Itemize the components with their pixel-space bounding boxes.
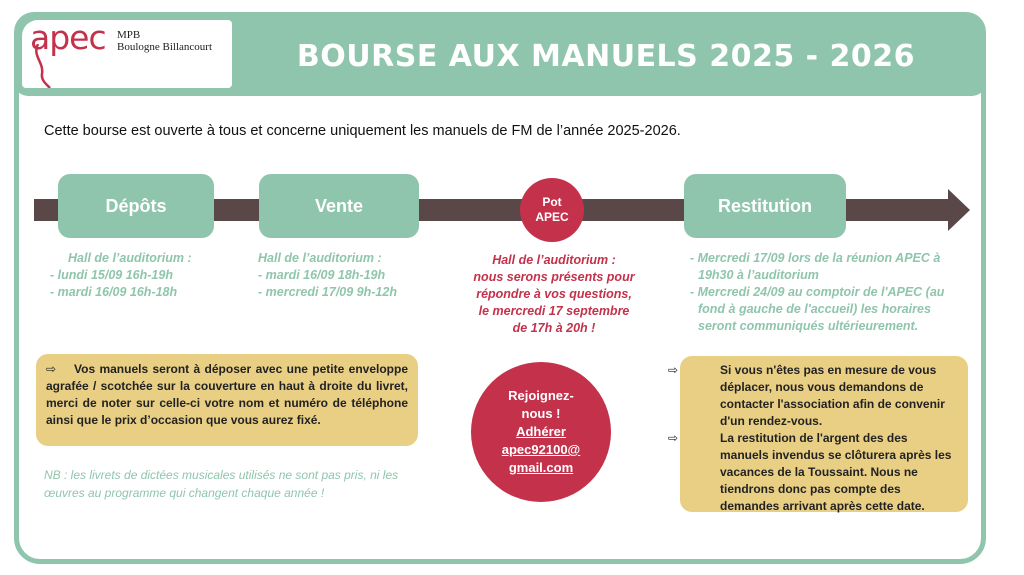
- logo-brand: apec: [30, 18, 106, 57]
- email-link[interactable]: apec92100@: [501, 442, 581, 457]
- depots-info: Hall de l’auditorium : - lundi 15/09 16h-19h - mardi 16/09 16h-18h: [50, 251, 192, 299]
- intro-text: Cette bourse est ouverte à tous et concerne uniquement les manuels de FM de l’année 2025-2026.: [44, 123, 681, 139]
- email-link-domain[interactable]: gmail.com: [508, 460, 574, 475]
- list-item: ⇨ Si vous n'êtes pas en mesure de vous déplacer, nous vous demandons de contacter l'association afin de convenir d'un rendez-vous.: [668, 363, 945, 428]
- step-depots: Dépôts: [58, 174, 214, 238]
- join-circle: Rejoignez- nous ! Adhérer apec92100@ gmail.com: [471, 362, 611, 502]
- restitution-info: - Mercredi 17/09 lors de la réunion APEC à 19h30 à l’auditorium - Mercredi 24/09 au comptoir de l'APEC (au fond à gauche de l'accueil) les horaires seront communiqués ultérieurement.: [690, 251, 945, 333]
- list-item: ⇨ La restitution de l'argent des des manuels invendus se clôturera après les vacances de la Toussaint. Nous ne tiendrons donc pas compte des demandes arrivant après cette date.: [668, 431, 952, 513]
- arrow-right-icon: ⇨: [46, 362, 57, 376]
- arrow-right-icon: ⇨: [668, 431, 679, 445]
- step-vente: Vente: [259, 174, 419, 238]
- logo-subtitle: MPB Boulogne Billancourt: [117, 29, 213, 53]
- timeline-arrow-icon: [948, 189, 970, 231]
- deposit-instructions-note: ⇨ Vos manuels seront à déposer avec une petite enveloppe agrafée / scotchée sur la couverture en haut à droite du livret, merci de noter sur celle-ci votre nom et numéro de téléphone ainsi que le prix d’occasion que vous aurez fixé.: [36, 354, 418, 446]
- step-restitution: Restitution: [684, 174, 846, 238]
- join-link[interactable]: Adhérer: [516, 424, 566, 439]
- page-title: BOURSE AUX MANUELS 2025 - 2026: [296, 38, 916, 74]
- restitution-note: [668, 356, 968, 513]
- pot-apec-badge: Pot APEC: [520, 178, 584, 242]
- vente-info: Hall de l’auditorium : - mardi 16/09 18h-19h - mercredi 17/09 9h-12h: [258, 251, 397, 299]
- nb-note: NB : les livrets de dictées musicales utilisés ne sont pas pris, ni les œuvres au programme qui changent chaque année !: [44, 468, 399, 500]
- pot-info: Hall de l’auditorium : nous serons présents pour répondre à vos questions, le mercredi 17 septembre de 17h à 20h !: [473, 253, 635, 335]
- arrow-right-icon: ⇨: [668, 363, 679, 377]
- logo-heart-icon: [30, 44, 54, 88]
